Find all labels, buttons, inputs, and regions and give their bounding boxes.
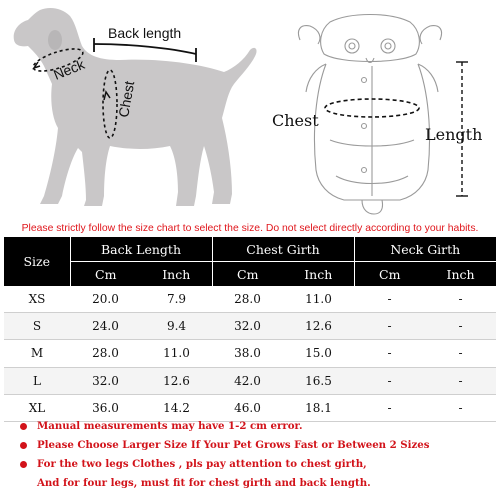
table-unit-row [4, 262, 496, 287]
table-cell: 12.6 [283, 313, 354, 340]
table-cell: - [354, 394, 425, 421]
size-cell: S [4, 313, 70, 340]
back-length-label: Back length [108, 25, 182, 41]
table-cell: 32.0 [212, 313, 283, 340]
table-row [4, 313, 496, 340]
table-cell: - [425, 367, 496, 394]
note-item [10, 417, 496, 436]
table-cell: - [425, 340, 496, 367]
table-cell: - [425, 286, 496, 313]
garment-measures [272, 62, 482, 196]
table-cell: 32.0 [70, 367, 141, 394]
unit-header: Cm [212, 262, 283, 287]
table-cell: 46.0 [212, 394, 283, 421]
neck-girth-header: Neck Girth [354, 237, 496, 262]
size-guide-illustration [0, 0, 500, 225]
table-cell: 38.0 [212, 340, 283, 367]
table-cell: - [425, 394, 496, 421]
size-cell: L [4, 367, 70, 394]
back-length-header: Back Length [70, 237, 212, 262]
unit-header: Inch [283, 262, 354, 287]
table-cell: 28.0 [212, 286, 283, 313]
size-cell: M [4, 340, 70, 367]
table-cell: 42.0 [212, 367, 283, 394]
table-cell: 15.0 [283, 340, 354, 367]
table-header-row [4, 237, 496, 262]
chest-label: Chest [115, 79, 138, 119]
chest-girth-header: Chest Girth [212, 237, 354, 262]
table-cell: - [425, 313, 496, 340]
note-text: For the two legs Clothes , pls pay attention to chest girth, [37, 458, 367, 470]
back-length-measure [94, 25, 196, 62]
bullet-icon [20, 423, 27, 430]
table-cell: 11.0 [141, 340, 212, 367]
neck-label: Neck [51, 55, 87, 83]
note-item [10, 474, 496, 493]
table-cell: 11.0 [283, 286, 354, 313]
garment-sketch [298, 15, 441, 215]
table-cell: 16.5 [283, 367, 354, 394]
table-cell: - [354, 367, 425, 394]
bullet-icon [20, 442, 27, 449]
size-cell: XS [4, 286, 70, 313]
note-text: Please Choose Larger Size If Your Pet Grows Fast or Between 2 Sizes [37, 439, 430, 451]
table-cell: 18.1 [283, 394, 354, 421]
unit-header: Inch [425, 262, 496, 287]
table-row [4, 286, 496, 313]
table-cell: 24.0 [70, 313, 141, 340]
table-cell: 36.0 [70, 394, 141, 421]
unit-header: Cm [354, 262, 425, 287]
table-cell: 7.9 [141, 286, 212, 313]
bullet-icon [20, 461, 27, 468]
unit-header: Inch [141, 262, 212, 287]
table-cell: - [354, 286, 425, 313]
garment-chest-label: Chest [272, 111, 319, 130]
unit-header: Cm [70, 262, 141, 287]
note-item [10, 455, 496, 474]
note-item [10, 436, 496, 455]
table-cell: - [354, 313, 425, 340]
size-chart-table [4, 237, 496, 422]
table-row [4, 367, 496, 394]
table-cell: 12.6 [141, 367, 212, 394]
table-cell: 20.0 [70, 286, 141, 313]
garment-length-label: Length [425, 125, 483, 144]
table-cell: 14.2 [141, 394, 212, 421]
size-cell: XL [4, 394, 70, 421]
table-cell: 28.0 [70, 340, 141, 367]
table-cell: - [354, 340, 425, 367]
notes-list [10, 417, 496, 493]
note-text: And for four legs, must fit for chest girth and back length. [37, 477, 371, 489]
table-row [4, 340, 496, 367]
table-cell: 9.4 [141, 313, 212, 340]
size-header: Size [4, 237, 70, 286]
note-text: Manual measurements may have 1-2 cm error. [37, 420, 303, 432]
size-chart-warning: Please strictly follow the size chart to select the size. Do not select directly according to your habits. [21, 223, 479, 234]
